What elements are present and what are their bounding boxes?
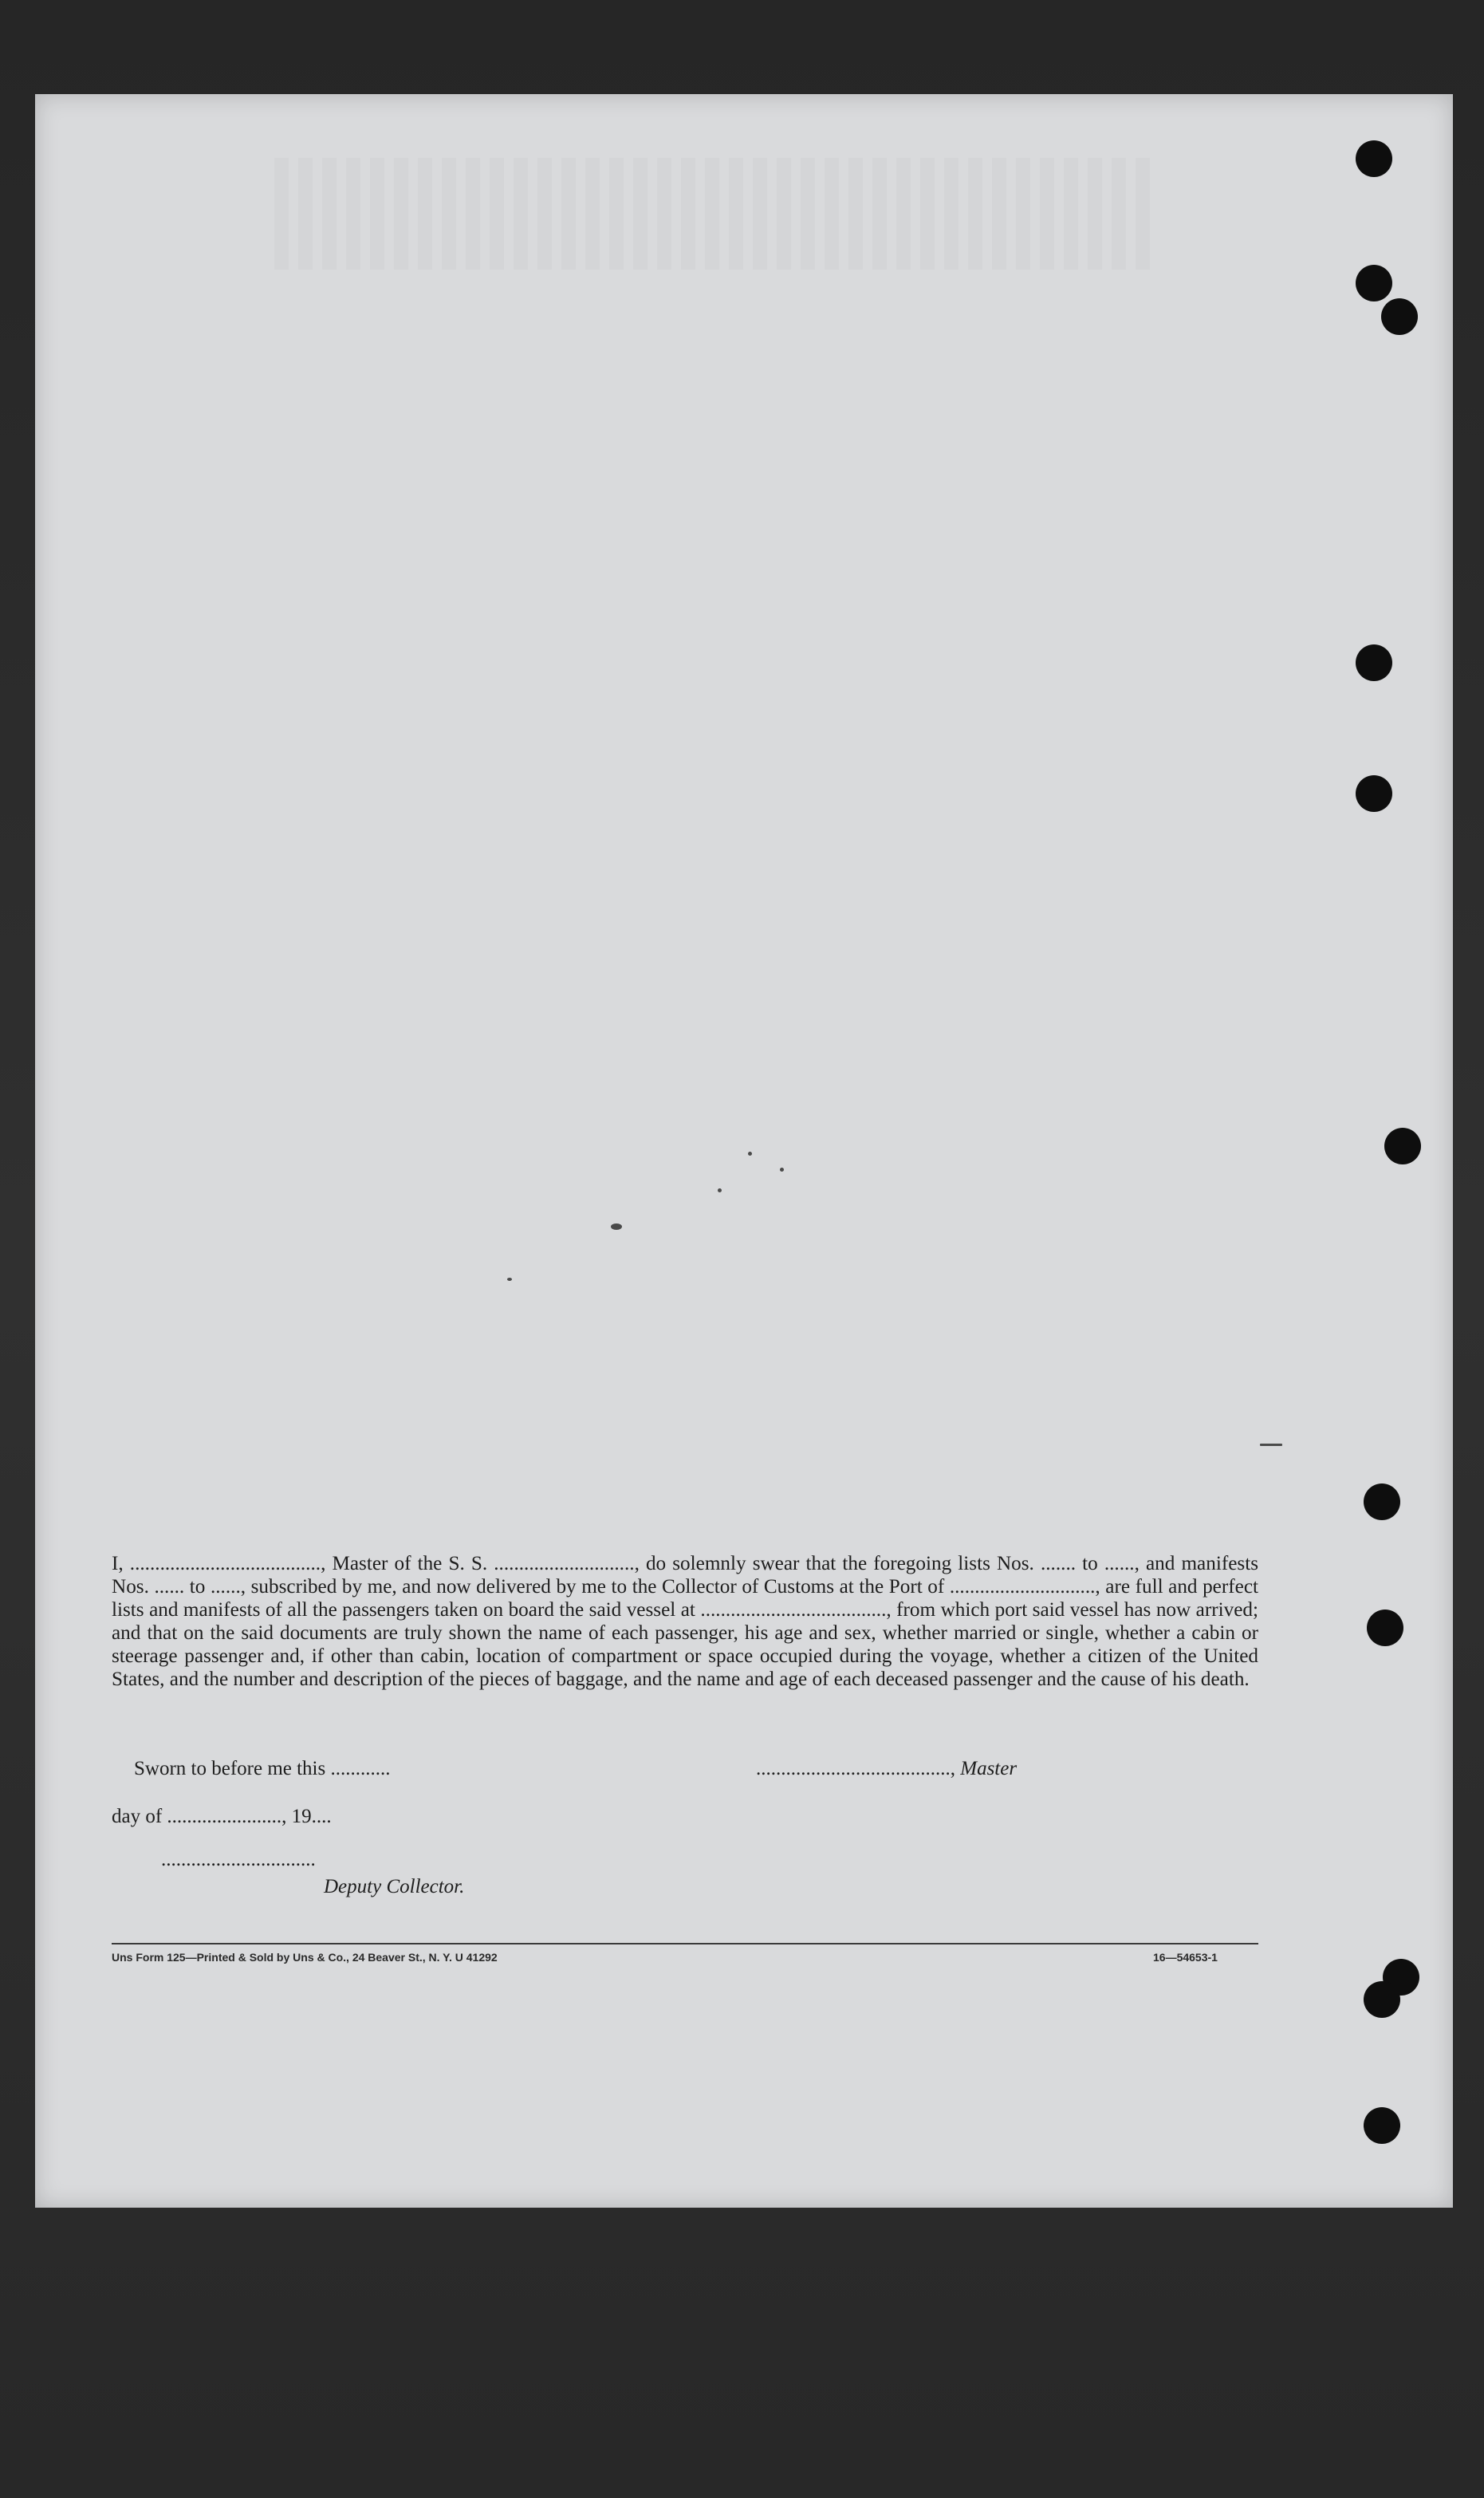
scan-speck bbox=[718, 1188, 722, 1192]
punch-hole bbox=[1364, 1483, 1400, 1520]
scan-speck bbox=[507, 1278, 512, 1281]
punch-hole bbox=[1356, 265, 1392, 301]
scan-speck bbox=[780, 1168, 784, 1172]
scan-speck bbox=[748, 1152, 752, 1156]
document-page bbox=[35, 94, 1453, 2208]
oath-text: I, ......................................, Master of the S. S. ............................, do solemnly swear that the foregoing lists Nos. ....... to ......, and manifests Nos. ...... to ......, subscribed by me, and now delivered by me to the Collector of Customs at the Port of ............................., are full and perfect lists and manifests of all the passengers taken on board the said vessel at ....................................., from which port said vessel has now arrived; and that on the said documents are truly shown the name of each passenger, his age and sex, whether married or single, whether a cabin or steerage passenger and, if other than cabin, location of compartment or space occupied during the voyage, whether a citizen of the United States, and the number and description of the pieces of baggage, and the name and age of each deceased passenger and the cause of his death. bbox=[112, 1553, 1258, 1690]
punch-hole bbox=[1356, 775, 1392, 812]
form-number: 16—54653-1 bbox=[1153, 1951, 1218, 1964]
punch-hole bbox=[1364, 1981, 1400, 2018]
master-dots: ......................................., bbox=[756, 1758, 955, 1779]
master-label: Master bbox=[960, 1758, 1018, 1779]
oath-paragraph bbox=[112, 1552, 1258, 1691]
scan-speck bbox=[611, 1223, 622, 1230]
punch-hole bbox=[1356, 140, 1392, 177]
deputy-dots: ............................... bbox=[161, 1849, 316, 1870]
punch-hole bbox=[1381, 298, 1418, 335]
punch-hole bbox=[1364, 2107, 1400, 2144]
master-signature-line bbox=[756, 1758, 1017, 1780]
printer-imprint: Uns Form 125—Printed & Sold by Uns & Co., 24 Beaver St., N. Y. U 41292 bbox=[112, 1951, 498, 1964]
footer-rule bbox=[112, 1943, 1258, 1944]
punch-hole bbox=[1384, 1128, 1421, 1164]
punch-hole bbox=[1367, 1610, 1403, 1646]
day-of-line: day of ......................., 19.... bbox=[112, 1806, 332, 1827]
punch-hole bbox=[1356, 644, 1392, 681]
sworn-line: Sworn to before me this ............ bbox=[134, 1758, 391, 1779]
scan-speck bbox=[1260, 1444, 1282, 1446]
deputy-collector-label: Deputy Collector. bbox=[324, 1876, 465, 1897]
